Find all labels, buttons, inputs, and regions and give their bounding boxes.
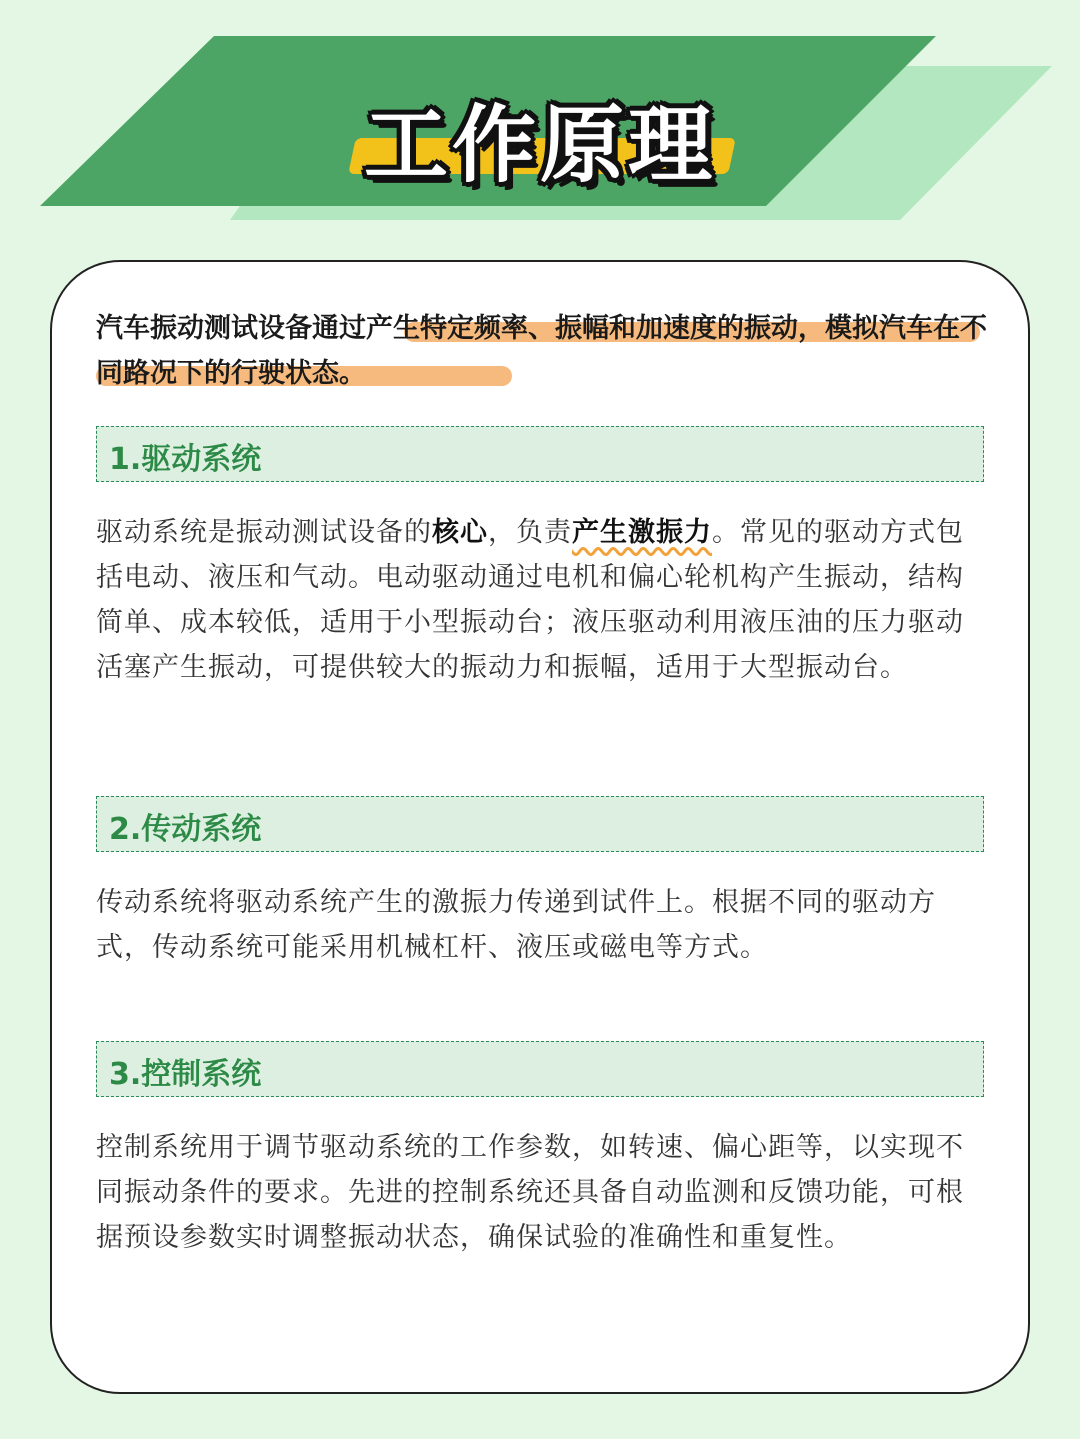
section-paragraph-transmission: 传动系统将驱动系统产生的激振力传递到试件上。根据不同的驱动方式，传动系统可能采用机械杠杆、液压或磁电等方式。 [96,887,936,963]
section-header-drive [96,426,984,482]
text-segment: 驱动系统是振动测试设备的 [96,517,432,548]
section-header-control [96,1041,984,1097]
text-segment: ，负责 [488,517,572,548]
page-title: 工作原理 [363,96,716,194]
section-paragraph-drive [96,510,988,690]
section-heading: 1.驱动系统 [109,442,262,477]
bold-text: 核心 [432,517,488,548]
section-heading: 2.传动系统 [109,812,262,847]
title-banner [0,0,1080,240]
intro-text: 汽车振动测试设备通过产生特定频率、振幅和加速度的振动，模拟汽车在不同路况下的行驶状态。 [96,313,987,389]
text-segment: 。常见的驱动方式包括电动、液压和气动。电动驱动通过电机和偏心轮机构产生振动，结构简单、成本较低，适用于小型振动台；液压驱动利用液压油的压力驱动活塞产生振动，可提供较大的振动力和振幅，适用于大型振动台。 [96,517,964,683]
bold-underlined-text: 产生激振力 [572,517,712,548]
section-paragraph-control: 控制系统用于调节驱动系统的工作参数，如转速、偏心距等，以实现不同振动条件的要求。先进的控制系统还具备自动监测和反馈功能，可根据预设参数实时调整振动状态，确保试验的准确性和重复性。 [96,1132,964,1253]
section-heading: 3.控制系统 [109,1057,262,1092]
section-header-transmission [96,796,984,852]
